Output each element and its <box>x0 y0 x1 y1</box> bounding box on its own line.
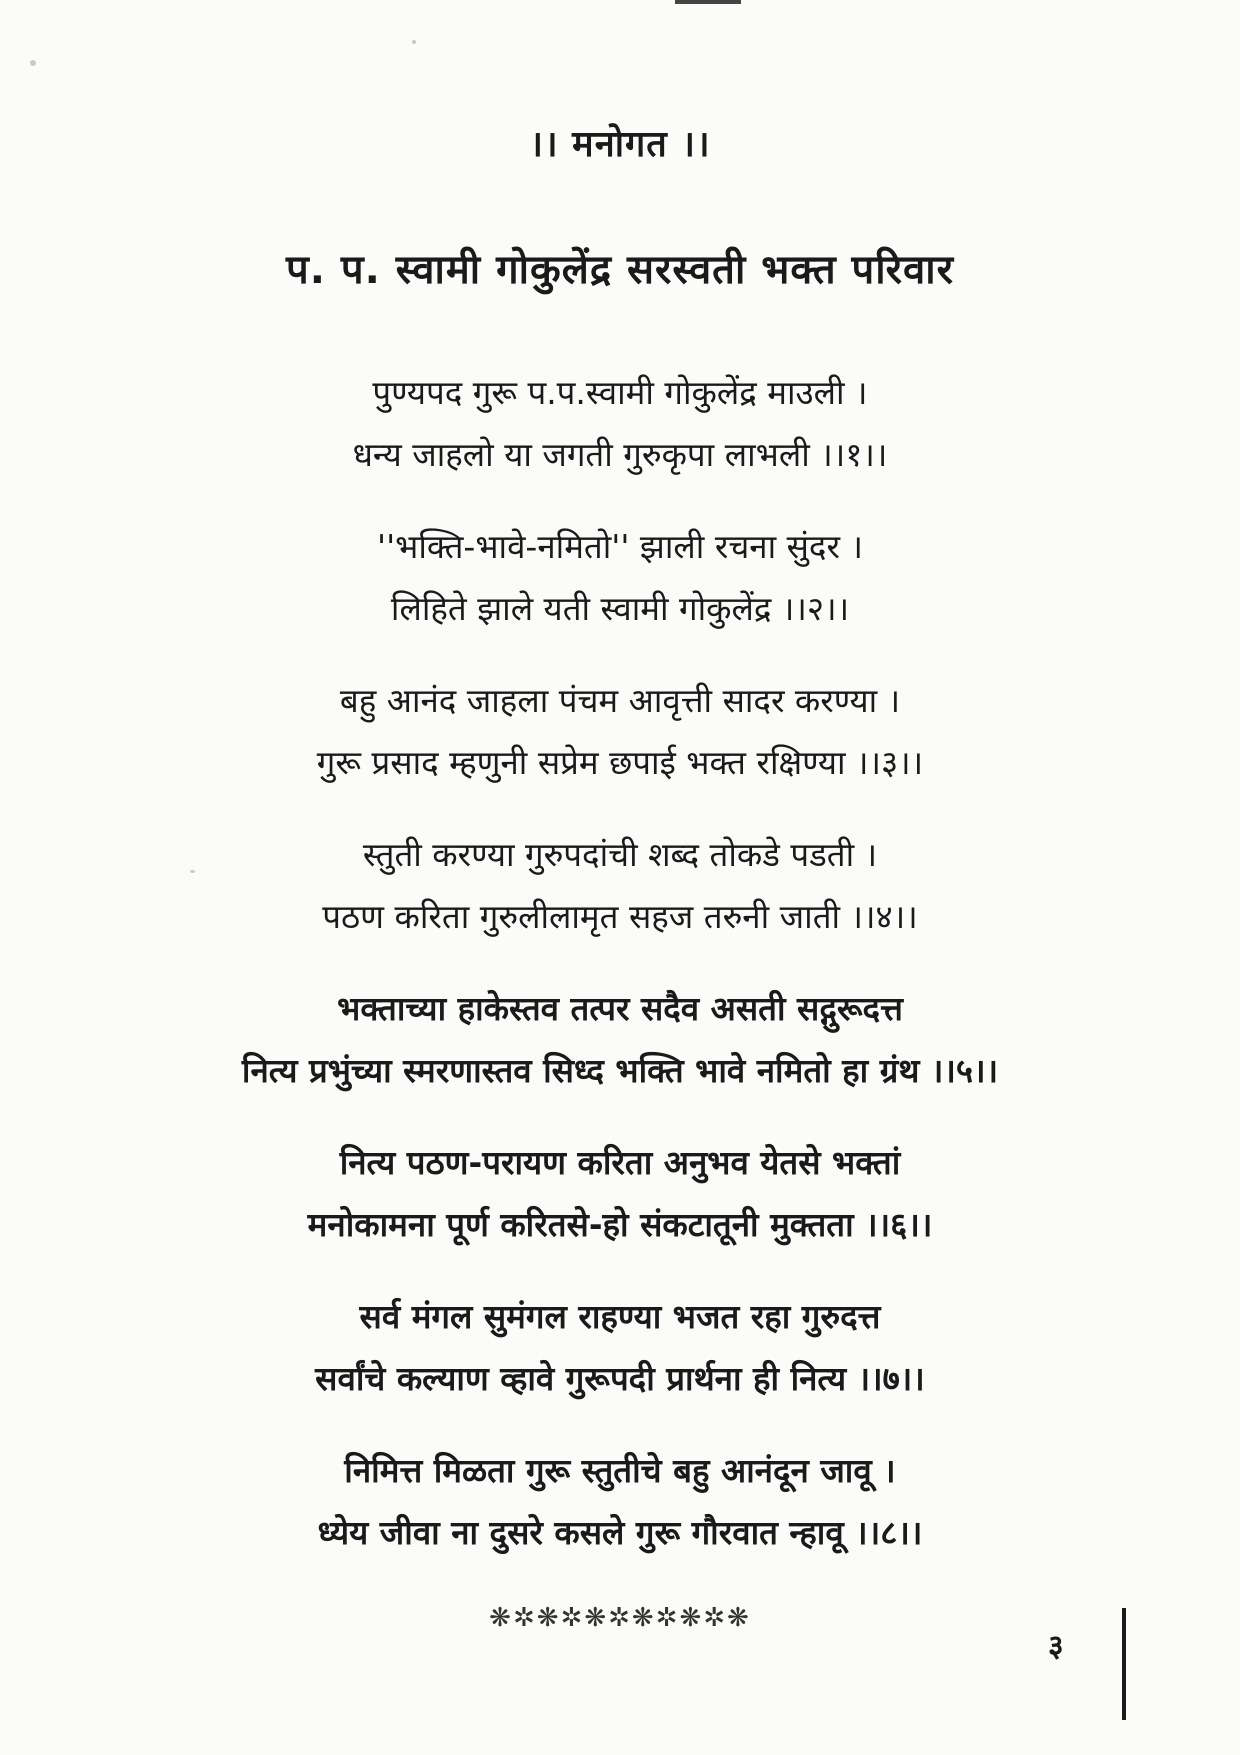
stanza-8 <box>0 1440 1240 1564</box>
stanza-5 <box>0 978 1240 1102</box>
verse-line: निमित्त मिळता गुरू स्तुतीचे बहु आनंदून जावू । <box>344 1451 896 1490</box>
stanza-2 <box>0 516 1240 640</box>
verse-line: धन्य जाहलो या जगती गुरुकृपा लाभली ।।१।। <box>352 435 888 474</box>
verse-line: ''भक्ति-भावे-नमितो'' झाली रचना सुंदर । <box>377 527 863 566</box>
verse-line: गुरू प्रसाद म्हणुनी सप्रेम छपाई भक्त रक्षिण्या ।।३।। <box>316 743 924 782</box>
verse-line: नित्य पठण-परायण करिता अनुभव येतसे भक्तां <box>339 1143 901 1182</box>
verse-line: स्तुती करण्या गुरुपदांची शब्द तोकडे पडती । <box>362 835 878 874</box>
stanza-6 <box>0 1132 1240 1256</box>
ornament-divider: ❋✲❋✲❋✲❋✲❋✲❋ <box>489 1603 751 1633</box>
scan-speck <box>412 40 416 44</box>
verse-line: पठण करिता गुरुलीलामृत सहज तरुनी जाती ।।४।। <box>322 897 918 936</box>
verse-line: लिहिते झाले यती स्वामी गोकुलेंद्र ।।२।। <box>390 589 850 628</box>
verse-line: मनोकामना पूर्ण करितसे-हो संकटातूनी मुक्तता ।।६।। <box>307 1205 933 1244</box>
page-subtitle: प. प. स्वामी गोकुलेंद्र सरस्वती भक्त परिवार <box>286 247 954 293</box>
stanza-7 <box>0 1286 1240 1410</box>
verse-line: ध्येय जीवा ना दुसरे कसले गुरू गौरवात न्हावू ।।८।। <box>317 1513 923 1552</box>
scan-speck <box>30 60 36 66</box>
verse-line: भक्ताच्या हाकेस्तव तत्पर सदैव असती सद्गुरूदत्त <box>337 989 903 1028</box>
stanza-3 <box>0 670 1240 794</box>
page-heading: ।। मनोगत ।। <box>529 124 711 165</box>
verse-line: नित्य प्रभुंच्या स्मरणास्तव सिध्द भक्ति भावे नमितो हा ग्रंथ ।।५।। <box>241 1051 999 1090</box>
verse-line: सर्व मंगल सुमंगल राहण्या भजत रहा गुरुदत्त <box>359 1297 881 1336</box>
verse-line: पुण्यपद गुरू प.प.स्वामी गोकुलेंद्र माउली । <box>372 373 868 412</box>
stanza-4 <box>0 824 1240 948</box>
verse-line: बहु आनंद जाहला पंचम आवृत्ती सादर करण्या । <box>339 681 901 720</box>
stanza-1 <box>0 362 1240 486</box>
verse-list <box>0 362 1240 1594</box>
scan-edge-mark <box>675 0 741 4</box>
page-edge-rule <box>1122 1608 1126 1720</box>
verse-line: सर्वांचे कल्याण व्हावे गुरूपदी प्रार्थना ही नित्य ।।७।। <box>315 1359 925 1398</box>
page-number: ३ <box>1048 1629 1064 1664</box>
